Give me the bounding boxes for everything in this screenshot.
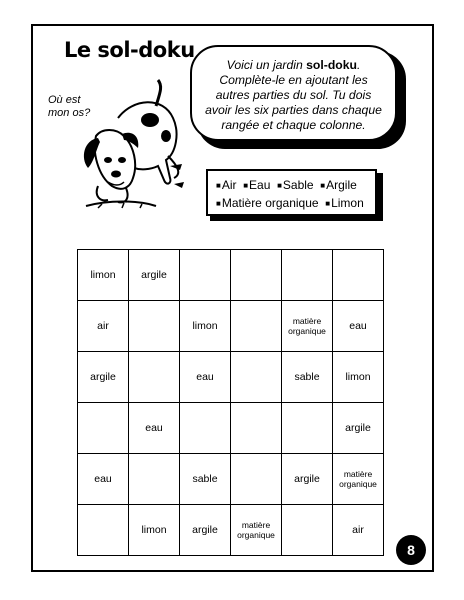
grid-cell[interactable]: matière organique [231, 505, 282, 556]
grid-cell[interactable] [333, 250, 384, 301]
grid-cell[interactable]: limon [180, 301, 231, 352]
grid-cell[interactable] [129, 454, 180, 505]
bullet-icon: ■ [216, 181, 221, 190]
legend-item [243, 178, 270, 192]
legend-label: Sable [282, 178, 314, 192]
grid-cell[interactable]: matière organique [282, 301, 333, 352]
legend-item [277, 178, 314, 192]
bullet-icon: ■ [325, 199, 331, 208]
grid-cell[interactable]: eau [129, 403, 180, 454]
grid-cell[interactable]: air [333, 505, 384, 556]
grid-cell[interactable]: eau [78, 454, 129, 505]
legend-label: Air [221, 178, 237, 192]
page-number: 8 [396, 535, 426, 565]
grid-cell[interactable] [78, 505, 129, 556]
grid-cell[interactable]: eau [180, 352, 231, 403]
grid-cell[interactable]: argile [129, 250, 180, 301]
grid-cell[interactable]: sable [282, 352, 333, 403]
grid-cell[interactable] [129, 352, 180, 403]
grid-row [78, 301, 384, 352]
grid-cell[interactable]: argile [282, 454, 333, 505]
grid-cell[interactable] [231, 403, 282, 454]
grid-cell[interactable] [282, 250, 333, 301]
grid-cell[interactable] [231, 454, 282, 505]
instructions-text: avoir les six parties dans chaque [205, 103, 382, 117]
grid-row [78, 505, 384, 556]
bullet-icon: ■ [216, 199, 221, 208]
instructions-text: . [356, 58, 361, 72]
grid-cell[interactable]: argile [333, 403, 384, 454]
grid-row [78, 352, 384, 403]
grid-cell[interactable] [282, 505, 333, 556]
bullet-icon: ■ [320, 181, 326, 190]
grid-cell[interactable]: argile [180, 505, 231, 556]
grid-cell[interactable] [231, 301, 282, 352]
instructions-text: autres parties du sol. Tu dois [215, 88, 372, 102]
dog-speech-text [48, 94, 90, 120]
grid-cell[interactable]: limon [333, 352, 384, 403]
dog-illustration [78, 78, 188, 218]
instructions-box [190, 45, 397, 141]
legend-item [216, 196, 319, 210]
grid-cell[interactable]: eau [333, 301, 384, 352]
grid-cell[interactable] [282, 403, 333, 454]
grid-cell[interactable]: air [78, 301, 129, 352]
grid-row [78, 454, 384, 505]
grid-cell[interactable] [231, 250, 282, 301]
grid-cell[interactable] [78, 403, 129, 454]
bullet-icon: ■ [243, 181, 249, 190]
legend-item [216, 178, 237, 192]
grid-cell[interactable] [129, 301, 180, 352]
legend-label: Eau [249, 178, 271, 192]
instructions-text: Voici un jardin [226, 58, 307, 72]
grid-cell[interactable] [180, 250, 231, 301]
dog-speech-line: Où est [48, 94, 81, 106]
grid-cell[interactable]: argile [78, 352, 129, 403]
instructions-bold: sol-doku [306, 58, 357, 72]
sol-doku-grid [77, 249, 384, 556]
legend-label: Argile [326, 178, 357, 192]
instructions-text: Complète-le en ajoutant les [219, 73, 368, 87]
grid-cell[interactable]: limon [78, 250, 129, 301]
legend-box [206, 169, 377, 216]
legend-label: Matière organique [221, 196, 319, 210]
legend-label: Limon [331, 196, 364, 210]
grid-row [78, 403, 384, 454]
grid-cell[interactable]: sable [180, 454, 231, 505]
grid-cell[interactable]: matière organique [333, 454, 384, 505]
grid-cell[interactable]: limon [129, 505, 180, 556]
grid-row [78, 250, 384, 301]
dog-speech-line: mon os? [48, 107, 91, 119]
instructions-text: rangée et chaque colonne. [221, 118, 366, 132]
grid-cell[interactable] [180, 403, 231, 454]
legend-item [325, 196, 364, 210]
page-title: Le sol-doku [64, 38, 195, 62]
bullet-icon: ■ [277, 181, 282, 190]
grid-cell[interactable] [231, 352, 282, 403]
legend-item [320, 178, 357, 192]
